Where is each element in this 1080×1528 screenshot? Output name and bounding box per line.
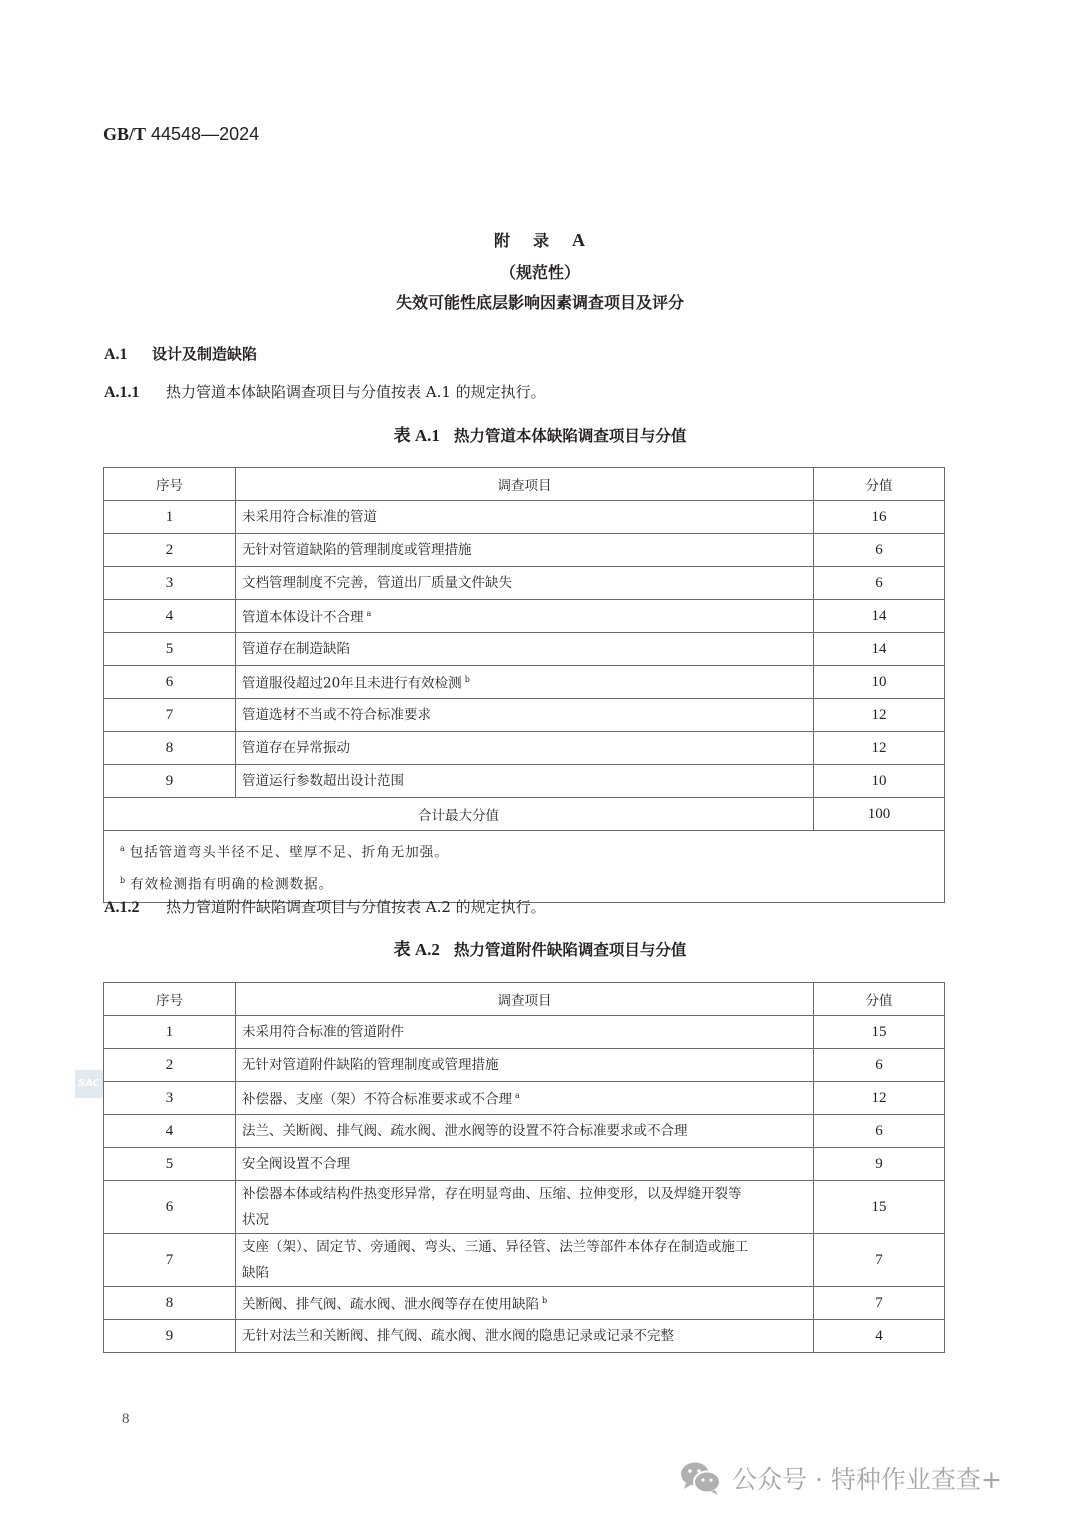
table-a1	[103, 467, 945, 903]
row-seq: 8	[104, 1287, 236, 1320]
footnote-ref: b	[542, 1296, 548, 1306]
section-paragraph-a11	[104, 381, 546, 402]
row-item	[236, 1016, 814, 1049]
row-score: 12	[814, 732, 945, 765]
row-item	[236, 1181, 814, 1234]
total-label: 合计最大分值	[104, 798, 814, 831]
table-row	[104, 501, 945, 534]
table-total-row	[104, 798, 945, 831]
footnote	[120, 835, 932, 867]
header-seq: 序号	[104, 983, 236, 1016]
row-item	[236, 501, 814, 534]
row-score: 14	[814, 633, 945, 666]
row-item-text: 文档管理制度不完善，管道出厂质量文件缺失	[242, 575, 512, 591]
row-item-text: 无针对法兰和关断阀、排气阀、疏水阀、泄水阀的隐患记录或记录不完整	[242, 1328, 674, 1344]
watermark-text: 公众号 · 特种作业查查+	[732, 1465, 1002, 1494]
footnote-mark: a	[120, 844, 126, 853]
row-item	[236, 699, 814, 732]
table-footnotes-row	[104, 831, 945, 903]
row-item	[236, 1148, 814, 1181]
row-seq: 2	[104, 1049, 236, 1082]
table-a1-caption	[0, 421, 1080, 446]
row-item-text: 无针对管道附件缺陷的管理制度或管理措施	[242, 1057, 499, 1073]
row-seq: 6	[104, 1181, 236, 1234]
header-score: 分值	[814, 983, 945, 1016]
row-seq: 1	[104, 501, 236, 534]
row-item	[236, 633, 814, 666]
table-row	[104, 666, 945, 699]
row-item-text: 管道选材不当或不符合标准要求	[242, 707, 431, 723]
row-score: 6	[814, 1049, 945, 1082]
row-item-text: 支座（架）、固定节、旁通阀、弯头、三通、异径管、法兰等部件本体存在制造或施工缺陷	[242, 1239, 749, 1281]
row-item	[236, 1287, 814, 1320]
row-item	[236, 1234, 814, 1287]
standard-prefix: GB/T	[103, 124, 147, 144]
table-caption-text: 热力管道本体缺陷调查项目与分值	[453, 427, 687, 445]
footnote-ref: b	[464, 675, 470, 685]
row-item-text: 补偿器本体或结构件热变形异常，存在明显弯曲、压缩、拉伸变形，以及焊缝开裂等状况	[242, 1186, 742, 1228]
row-item-text: 管道存在异常振动	[242, 740, 350, 756]
footnote-mark: b	[120, 875, 127, 885]
row-item	[236, 1115, 814, 1148]
table-caption-text: 热力管道附件缺陷调查项目与分值	[453, 941, 687, 959]
row-item	[236, 600, 814, 633]
footnote	[120, 867, 932, 899]
total-score: 100	[814, 798, 945, 831]
section-number: A.1.1	[104, 384, 140, 401]
row-item	[236, 567, 814, 600]
table-row	[104, 1234, 945, 1287]
row-score: 9	[814, 1148, 945, 1181]
table-row	[104, 534, 945, 567]
row-score: 6	[814, 534, 945, 567]
row-seq: 8	[104, 732, 236, 765]
table-row	[104, 1082, 945, 1115]
header-item: 调查项目	[236, 468, 814, 501]
appendix-title: 失效可能性底层影响因素调查项目及评分	[395, 293, 684, 312]
table-row	[104, 1049, 945, 1082]
row-seq: 5	[104, 1148, 236, 1181]
row-item	[236, 666, 814, 699]
row-score: 15	[814, 1016, 945, 1049]
row-seq: 2	[104, 534, 236, 567]
row-item-text: 未采用符合标准的管道附件	[242, 1024, 404, 1040]
row-score: 12	[814, 699, 945, 732]
row-item-text: 管道存在制造缺陷	[242, 641, 350, 657]
row-score: 15	[814, 1181, 945, 1234]
table-row	[104, 1287, 945, 1320]
section-title: 设计及制造缺陷	[152, 345, 258, 363]
row-item	[236, 732, 814, 765]
row-score: 4	[814, 1320, 945, 1353]
row-item	[236, 1082, 814, 1115]
row-item-text: 未采用符合标准的管道	[242, 509, 377, 525]
row-item-text: 补偿器、支座（架）不符合标准要求或不合理	[242, 1091, 512, 1108]
header-item: 调查项目	[236, 983, 814, 1016]
table-footnotes	[104, 831, 945, 903]
section-number: A.1.2	[104, 899, 140, 916]
table-header-row	[104, 468, 945, 501]
appendix-label-part: A	[572, 230, 587, 250]
row-seq: 7	[104, 699, 236, 732]
table-header-row	[104, 983, 945, 1016]
table-row	[104, 1016, 945, 1049]
row-score: 7	[814, 1287, 945, 1320]
page-number: 8	[122, 1411, 130, 1427]
row-item	[236, 534, 814, 567]
row-item-text: 管道服役超过20年且未进行有效检测	[242, 675, 462, 692]
row-item	[236, 1049, 814, 1082]
row-score: 16	[814, 501, 945, 534]
watermark	[680, 1460, 1002, 1496]
standard-number: 44548—2024	[146, 124, 260, 144]
row-item-text: 法兰、关断阀、排气阀、疏水阀、泄水阀等的设置不符合标准要求或不合理	[242, 1123, 688, 1139]
row-seq: 3	[104, 567, 236, 600]
row-score: 6	[814, 567, 945, 600]
section-heading-a1	[104, 343, 257, 364]
row-seq: 4	[104, 1115, 236, 1148]
table-row	[104, 1181, 945, 1234]
row-item-text: 安全阀设置不合理	[242, 1156, 350, 1172]
table-row	[104, 600, 945, 633]
row-score: 6	[814, 1115, 945, 1148]
side-watermark-logo: SAC	[75, 1070, 103, 1098]
appendix-nature: （规范性）	[499, 263, 580, 282]
header-score: 分值	[814, 468, 945, 501]
row-item-text: 管道本体设计不合理	[242, 609, 364, 626]
row-seq: 9	[104, 765, 236, 798]
table-row	[104, 1148, 945, 1181]
header-seq: 序号	[104, 468, 236, 501]
footnote-ref: a	[515, 1091, 520, 1101]
row-item-text: 关断阀、排气阀、疏水阀、泄水阀等存在使用缺陷	[242, 1296, 539, 1313]
row-score: 10	[814, 666, 945, 699]
row-seq: 6	[104, 666, 236, 699]
table-row	[104, 732, 945, 765]
table-row	[104, 633, 945, 666]
row-score: 7	[814, 1234, 945, 1287]
appendix-label-part: 附	[493, 231, 511, 250]
footnote-ref: a	[366, 609, 372, 619]
row-seq: 3	[104, 1082, 236, 1115]
footnote-text: 包括管道弯头半径不足、壁厚不足、折角无加强。	[129, 844, 449, 861]
row-item	[236, 765, 814, 798]
row-score: 12	[814, 1082, 945, 1115]
section-paragraph-a12	[104, 896, 546, 917]
row-item-text: 管道运行参数超出设计范围	[242, 773, 404, 789]
row-score: 14	[814, 600, 945, 633]
row-seq: 9	[104, 1320, 236, 1353]
row-seq: 4	[104, 600, 236, 633]
appendix-label-part: 录	[533, 231, 551, 250]
table-caption-number: 表 A.1	[393, 426, 440, 445]
row-score: 10	[814, 765, 945, 798]
table-a2	[103, 982, 945, 1353]
row-item-text: 无针对管道缺陷的管理制度或管理措施	[242, 542, 472, 558]
standard-code	[103, 124, 259, 145]
table-row	[104, 1320, 945, 1353]
wechat-icon	[680, 1460, 722, 1496]
table-row	[104, 567, 945, 600]
table-caption-number: 表 A.2	[393, 940, 440, 959]
row-seq: 7	[104, 1234, 236, 1287]
table-row	[104, 1115, 945, 1148]
table-a2-caption	[0, 935, 1080, 960]
row-seq: 5	[104, 633, 236, 666]
row-item	[236, 1320, 814, 1353]
row-seq: 1	[104, 1016, 236, 1049]
table-row	[104, 765, 945, 798]
table-row	[104, 699, 945, 732]
section-text: 热力管道附件缺陷调查项目与分值按表 A.2 的规定执行。	[166, 898, 546, 916]
section-number: A.1	[104, 346, 128, 363]
appendix-label	[0, 228, 1080, 251]
section-text: 热力管道本体缺陷调查项目与分值按表 A.1 的规定执行。	[166, 383, 546, 401]
footnote-text: 有效检测指有明确的检测数据。	[130, 876, 334, 892]
